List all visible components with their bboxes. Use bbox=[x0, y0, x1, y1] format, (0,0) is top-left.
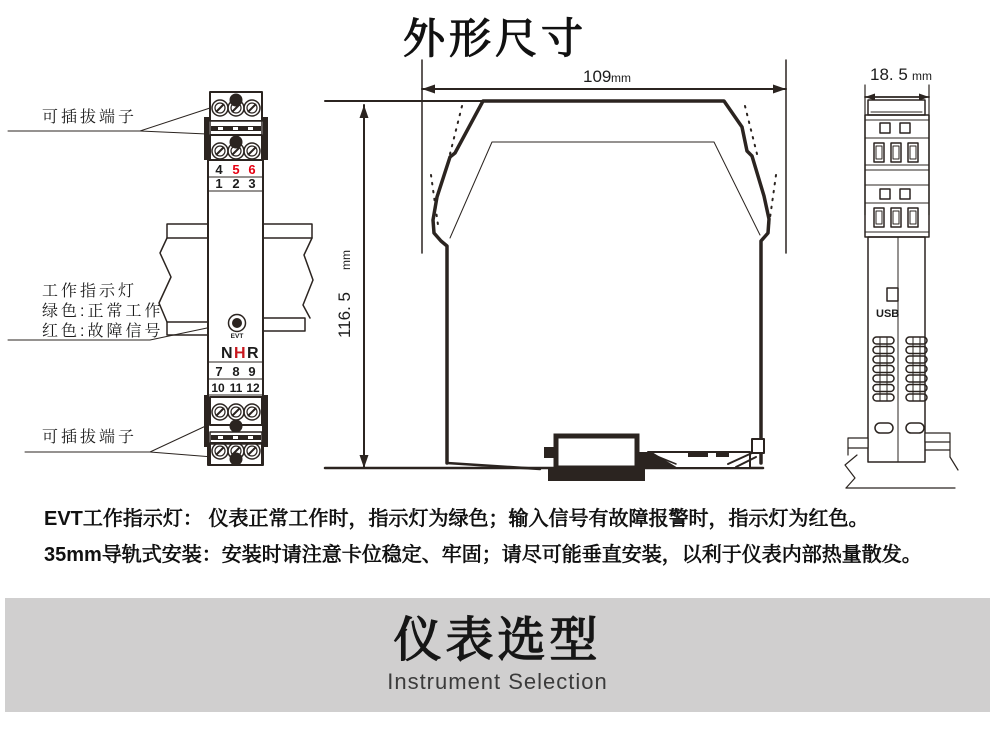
terminal-numbers-top bbox=[208, 162, 263, 191]
leader-line-indicator bbox=[8, 324, 226, 340]
narrow-width-unit: mm bbox=[912, 69, 932, 83]
terminal-number: 12 bbox=[246, 381, 260, 395]
width-dimension-value: 109 bbox=[583, 67, 612, 86]
narrow-module bbox=[865, 100, 929, 462]
terminal-number: 10 bbox=[211, 381, 225, 395]
terminal-number: 5 bbox=[232, 162, 240, 177]
height-dimension-unit: mm bbox=[339, 250, 353, 270]
banner-title: 仪表选型 bbox=[393, 614, 602, 668]
pluggable-terminal-label-bottom: 可插拔端子 bbox=[42, 429, 138, 446]
height-dimension-value: 116. 5 bbox=[335, 291, 354, 339]
terminal-number: 6 bbox=[248, 162, 256, 177]
top-terminal-blocks bbox=[204, 92, 268, 160]
terminal-number: 4 bbox=[215, 162, 223, 177]
leader-lines-top bbox=[8, 108, 210, 134]
rail-mount bbox=[845, 433, 958, 488]
terminal-number: 8 bbox=[232, 364, 240, 379]
vent-slots bbox=[873, 337, 927, 433]
section-banner bbox=[5, 598, 990, 712]
pluggable-terminal-label-top: 可插拔端子 bbox=[42, 109, 138, 126]
terminal-dot bbox=[230, 453, 243, 466]
narrow-width-value: 18. 5 bbox=[870, 65, 908, 84]
indicator-label-line2: 绿色:正常工作 bbox=[42, 303, 164, 320]
usb-port bbox=[887, 288, 898, 301]
note-indicator: EVT工作指示灯： 仪表正常工作时，指示灯为绿色；输入信号有故障报警时，指示灯为红色。 bbox=[44, 508, 869, 530]
dimension-109mm bbox=[422, 60, 786, 253]
narrow-side-drawing bbox=[840, 60, 990, 495]
brand-letter-r: R bbox=[247, 345, 259, 362]
terminal-numbers-bottom bbox=[208, 362, 263, 395]
usb-label: USB bbox=[876, 308, 900, 320]
dimension-18-5mm bbox=[865, 65, 932, 215]
din-rail-clip bbox=[544, 436, 764, 481]
vent-dots bbox=[431, 106, 776, 225]
width-dimension-unit: mm bbox=[611, 71, 631, 85]
brand-letter-n: N bbox=[221, 345, 233, 362]
terminal-number: 9 bbox=[248, 364, 256, 379]
terminal-number: 2 bbox=[232, 176, 240, 191]
leader-lines-bottom bbox=[25, 424, 213, 457]
side-profile-drawing bbox=[320, 60, 800, 495]
terminal-number: 1 bbox=[215, 176, 223, 191]
page-title: 外形尺寸 bbox=[402, 15, 587, 62]
terminal-number: 7 bbox=[215, 364, 223, 379]
dimension-116-5mm bbox=[325, 101, 723, 468]
note-mounting: 35mm导轨式安装：安装时请注意卡位稳定、牢固；请尽可能垂直安装，以利于仪表内部热量散发。 bbox=[44, 544, 922, 566]
brand-letter-h: H bbox=[234, 345, 246, 362]
front-view-drawing bbox=[0, 85, 320, 495]
terminal-number: 3 bbox=[248, 176, 256, 191]
terminal-dot bbox=[230, 420, 243, 433]
brand-logo bbox=[221, 345, 259, 362]
terminal-number: 11 bbox=[229, 381, 243, 395]
led-label: EVT bbox=[230, 333, 244, 340]
indicator-label-line1: 工作指示灯 bbox=[42, 283, 138, 300]
profile-outline bbox=[325, 101, 776, 469]
banner-subtitle: Instrument Selection bbox=[387, 668, 608, 694]
indicator-label-line3: 红色:故障信号 bbox=[42, 323, 164, 340]
